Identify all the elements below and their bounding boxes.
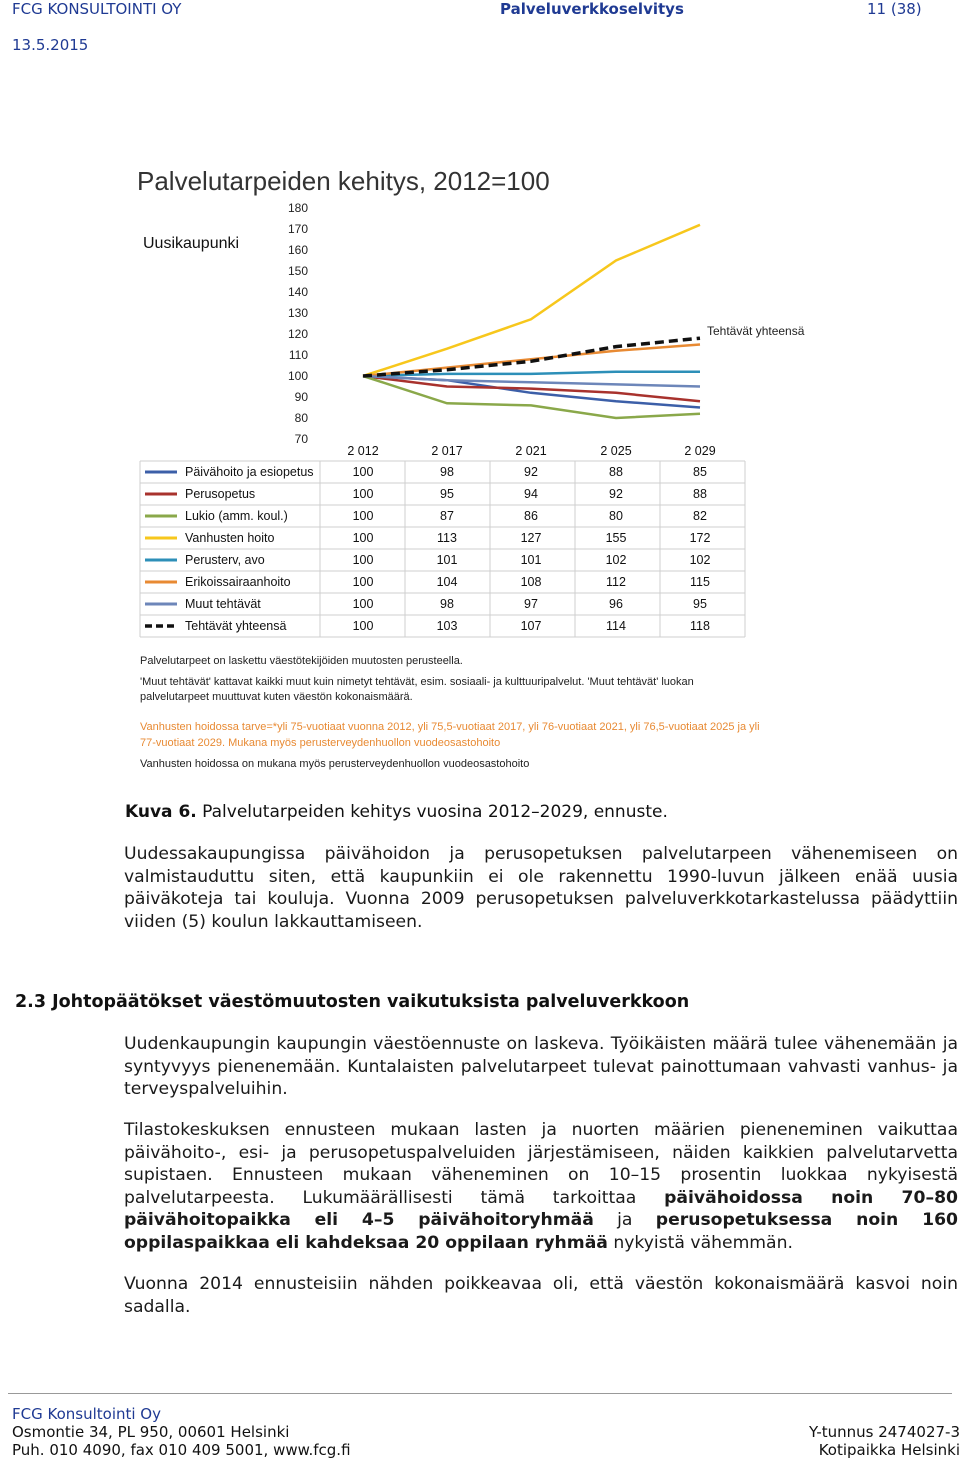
footer-address: Osmontie 34, PL 950, 00601 Helsinki <box>12 1423 290 1441</box>
paragraph-3-bold-a: päivähoidossa noin 70–80 päivähoitopaikka eli 4–5 päivähoitoryhmää <box>124 1187 958 1230</box>
table-cell: 88 <box>609 465 623 479</box>
table-cell: 127 <box>520 531 542 545</box>
y-tick-label: 110 <box>288 348 308 362</box>
table-cell: 100 <box>352 465 374 479</box>
chart-note-orange: Vanhusten hoidossa tarve=*yli 75-vuotiaat vuonna 2012, yli 75,5-vuotiaat 2017, yli 76-vuotiaat 2021, yli 76,5-vuotiaat 2025 ja yli <box>140 721 760 733</box>
paragraph-3-bold-b: perusopetuksessa noin 160 oppilaspaikkaa eli kahdeksaa 20 oppilaan ryhmää <box>124 1210 958 1253</box>
chart-subtitle: Uusikaupunki <box>143 235 240 252</box>
chart-bottom-note: Vanhusten hoidossa on mukana myös perusterveydenhuollon vuodeosastohoito <box>140 758 530 770</box>
table-cell: 103 <box>436 619 458 633</box>
header-doc-title: Palveluverkkoselvitys <box>500 0 684 18</box>
table-cell: 86 <box>524 509 538 523</box>
table-cell: 100 <box>352 531 374 545</box>
y-tick-label: 160 <box>287 243 308 257</box>
y-tick-label: 80 <box>294 411 308 425</box>
table-cell: 102 <box>605 553 627 567</box>
footer-phone: Puh. 010 4090, fax 010 409 5001, www.fcg.fi <box>12 1441 351 1459</box>
table-cell: 101 <box>436 553 458 567</box>
paragraph-4: Vuonna 2014 ennusteisiin nähden poikkeavaa oli, että väestön kokonaismäärä kasvoi noin sadalla. <box>124 1274 958 1317</box>
table-cell: 114 <box>606 619 626 633</box>
footer-ytunnus: Y-tunnus 2474027-3 <box>808 1423 960 1441</box>
x-tick-label: 2 025 <box>600 444 632 458</box>
table-cell: 96 <box>609 597 623 611</box>
table-cell: 98 <box>440 597 454 611</box>
figure-caption-label: Kuva 6. <box>125 802 197 822</box>
paragraph-3-text-c: nykyistä vähemmän. <box>607 1232 793 1253</box>
paragraph-3-text-a: Tilastokeskuksen ennusteen mukaan lasten ja nuorten määrien pieneneminen vaikuttaa päivähoito-, esi- ja perusopetuspalveluiden järjestämiseen, näiden kaikkien palvelutarvetta supistaen. Ennusteen mukaan väheneminen on 10–15 prosentin luokkaa nykyisestä palvelutarpeesta. Lukumäärällisesti tämä tarkoittaa <box>124 1120 958 1208</box>
table-cell: 95 <box>693 597 707 611</box>
x-tick-label: 2 029 <box>684 444 716 458</box>
table-cell: 94 <box>524 487 538 501</box>
table-cell: 108 <box>520 575 542 589</box>
table-cell: 100 <box>352 575 374 589</box>
header-company: FCG KONSULTOINTI OY <box>12 0 182 18</box>
table-cell: 172 <box>689 531 711 545</box>
table-cell: 102 <box>689 553 711 567</box>
legend-label: Vanhusten hoito <box>185 531 275 545</box>
figure-caption <box>125 802 668 822</box>
header-date: 13.5.2015 <box>12 36 89 54</box>
y-tick-label: 130 <box>287 306 308 320</box>
table-cell: 80 <box>609 509 623 523</box>
footer-divider <box>8 1393 952 1394</box>
legend-label: Perusopetus <box>185 487 256 501</box>
y-tick-label: 150 <box>287 264 308 278</box>
legend-label: Erikoissairaanhoito <box>185 575 291 589</box>
chart-note: 'Muut tehtävät' kattavat kaikki muut kuin nimetyt tehtävät, esim. sosiaali- ja kulttuuripalvelut. 'Muut tehtävät' luokan <box>140 676 694 688</box>
table-cell: 100 <box>352 509 374 523</box>
paragraph-2: Uudenkaupungin kaupungin väestöennuste on laskeva. Työikäisten määrä tulee vähenemään ja syntyvyys pienenemään. Kuntalaisten palvelutarpeet tulevat painottumaan vahvasti vanhus- ja terveyspalveluihin. <box>124 1034 958 1099</box>
chart-note: palvelutarpeet muuttuvat kuten väestön kokonaismäärä. <box>140 691 413 703</box>
paragraph-1: Uudessakaupungissa päivähoidon ja perusopetuksen palvelutarpeen vähenemiseen on valmistauduttu siten, että kaupunkiin ei ole rakennettu 1990-luvun jälkeen enää uusia päiväkoteja tai kouluja. Vuonna 2009 perusopetuksen palveluverkkotarkastelussa päädyttiin viiden (5) koulun lakkauttamiseen. <box>124 844 958 932</box>
y-tick-label: 180 <box>287 201 308 215</box>
paragraph-3 <box>124 1119 958 1254</box>
chart-title: Palvelutarpeiden kehitys, 2012=100 <box>137 166 550 196</box>
table-cell: 98 <box>440 465 454 479</box>
footer-company: FCG Konsultointi Oy <box>12 1405 161 1423</box>
chart-figure <box>125 140 810 780</box>
y-tick-label: 100 <box>287 369 308 383</box>
legend-label: Päivähoito ja esiopetus <box>185 465 314 479</box>
chart-note: Palvelutarpeet on laskettu väestötekijöiden muutosten perusteella. <box>140 655 463 667</box>
table-cell: 100 <box>352 553 374 567</box>
table-cell: 118 <box>690 619 710 633</box>
table-cell: 92 <box>524 465 538 479</box>
table-cell: 97 <box>524 597 538 611</box>
y-tick-label: 120 <box>287 327 308 341</box>
table-cell: 95 <box>440 487 454 501</box>
figure-caption-text: Palvelutarpeiden kehitys vuosina 2012–2029, ennuste. <box>196 802 668 822</box>
section-heading: 2.3 Johtopäätökset väestömuutosten vaikutuksista palveluverkkoon <box>15 992 690 1012</box>
x-tick-label: 2 012 <box>347 444 379 458</box>
table-cell: 100 <box>352 597 374 611</box>
y-tick-label: 170 <box>287 222 308 236</box>
chart-svg <box>125 140 810 780</box>
table-cell: 113 <box>437 531 457 545</box>
table-cell: 115 <box>690 575 710 589</box>
x-tick-label: 2 021 <box>515 444 547 458</box>
table-cell: 100 <box>352 487 374 501</box>
table-cell: 88 <box>693 487 707 501</box>
table-cell: 155 <box>605 531 627 545</box>
y-tick-label: 140 <box>287 285 308 299</box>
header-page-number: 11 (38) <box>867 0 922 18</box>
legend-label: Muut tehtävät <box>185 597 261 611</box>
y-tick-label: 90 <box>294 390 308 404</box>
table-cell: 87 <box>440 509 454 523</box>
legend-label: Tehtävät yhteensä <box>185 619 287 633</box>
table-cell: 82 <box>693 509 707 523</box>
legend-label: Lukio (amm. koul.) <box>185 509 288 523</box>
footer-kotipaikka: Kotipaikka Helsinki <box>818 1441 960 1459</box>
chart-note-orange: 77-vuotiaat 2029. Mukana myös perusterveydenhuollon vuodeosastohoito <box>140 737 501 749</box>
table-cell: 112 <box>606 575 626 589</box>
table-cell: 101 <box>520 553 542 567</box>
table-cell: 107 <box>520 619 542 633</box>
paragraph-3-text-b: ja <box>593 1210 656 1230</box>
y-tick-label: 70 <box>294 432 308 446</box>
x-tick-label: 2 017 <box>431 444 463 458</box>
legend-label: Perusterv, avo <box>185 553 265 567</box>
series-end-label: Tehtävät yhteensä <box>707 324 805 339</box>
table-cell: 100 <box>352 619 374 633</box>
table-cell: 85 <box>693 465 707 479</box>
table-cell: 92 <box>609 487 623 501</box>
table-cell: 104 <box>436 575 458 589</box>
